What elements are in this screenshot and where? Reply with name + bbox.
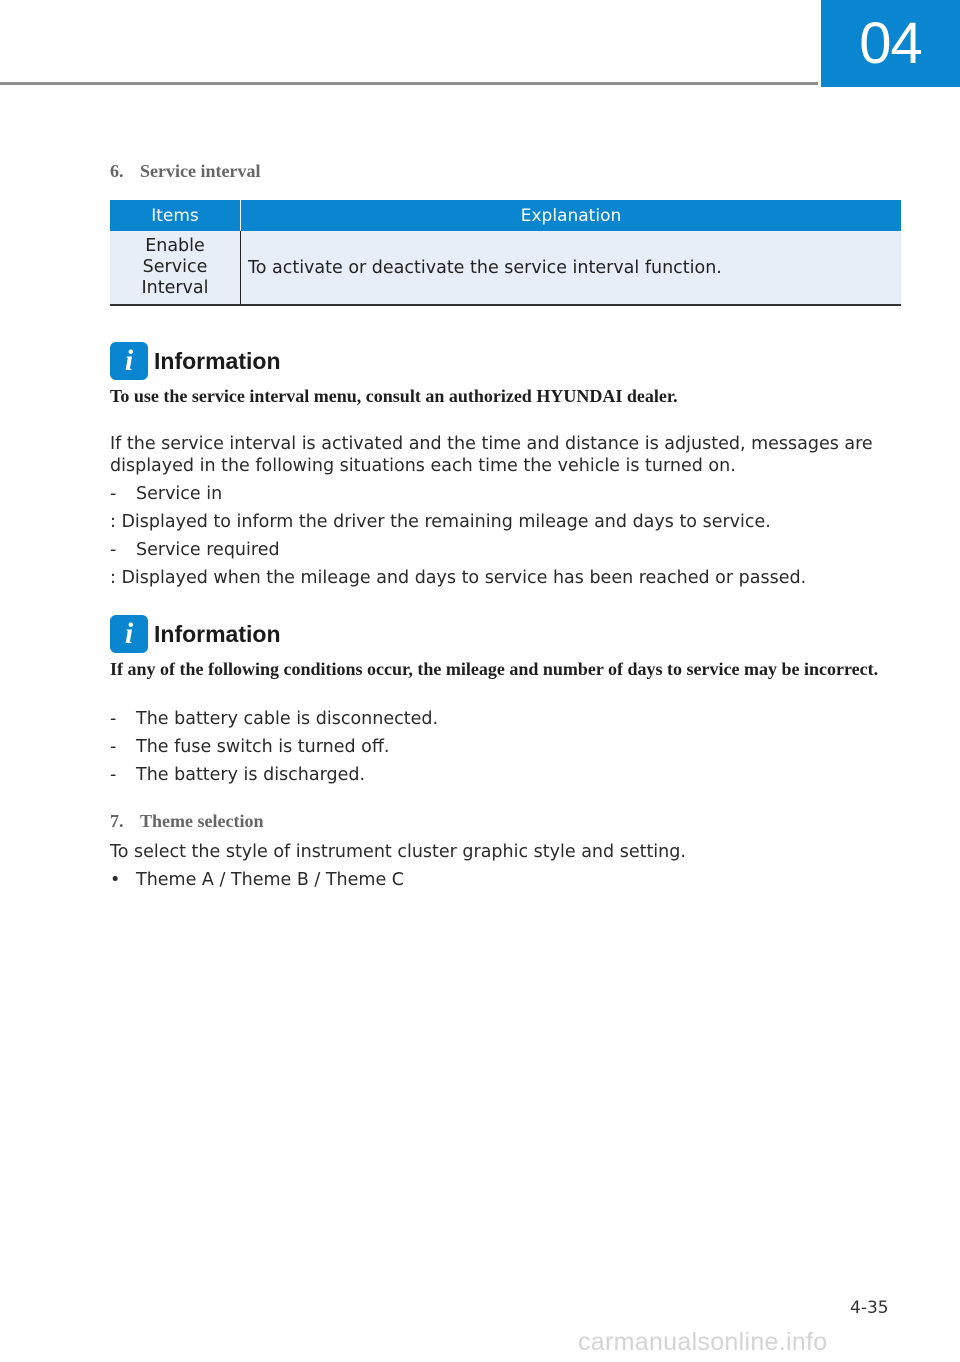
list-item (110, 764, 365, 786)
list-item-text: The battery is discharged. (136, 765, 366, 785)
list-item-text: The fuse switch is turned off. (136, 737, 390, 757)
table-cell-explanation: To activate or deactivate the service interval function. (241, 231, 902, 305)
info-icon: i (110, 342, 148, 380)
info-note: To use the service interval menu, consult an authorized HYUNDAI dealer. (110, 386, 678, 406)
item-line: Interval (141, 278, 209, 298)
dash-mark: - (110, 484, 117, 504)
section-title: Theme selection (140, 811, 264, 831)
watermark: carmanualsonline.info (578, 1328, 828, 1356)
dash-mark: - (110, 540, 117, 560)
info-heading-text: Information (154, 620, 281, 647)
list-item-text: Theme A / Theme B / Theme C (136, 870, 405, 890)
list-item-description: : Displayed to inform the driver the remaining mileage and days to service. (110, 512, 771, 532)
table-cell-item (110, 231, 241, 305)
info-heading-text: Information (154, 347, 281, 374)
list-item (110, 708, 438, 730)
info-heading (110, 342, 281, 380)
dash-mark: - (110, 737, 117, 757)
dash-mark: - (110, 765, 117, 785)
list-item (110, 539, 280, 561)
list-item (110, 736, 389, 758)
section-heading-theme-selection (110, 811, 263, 832)
list-item-label: Service required (136, 540, 280, 560)
header-rule (0, 82, 818, 85)
table-row (110, 231, 901, 305)
section-number: 6. (110, 161, 124, 181)
list-item (110, 869, 404, 891)
table-header-explanation: Explanation (241, 200, 902, 231)
service-interval-table (110, 200, 901, 306)
section-heading-service-interval (110, 161, 260, 182)
section-title: Service interval (140, 161, 261, 181)
info-icon: i (110, 615, 148, 653)
list-item-text: The battery cable is disconnected. (136, 709, 439, 729)
dash-mark: - (110, 709, 117, 729)
info-paragraph: If the service interval is activated and the time and distance is adjusted, messages are displayed in the following situations each time the vehicle is turned on. (110, 434, 873, 476)
table-header-items: Items (110, 200, 241, 231)
chapter-tab: 04 (821, 0, 960, 87)
page-number: 4-35 (850, 1298, 889, 1318)
list-item-description: : Displayed when the mileage and days to service has been reached or passed. (110, 568, 807, 588)
list-item-label: Service in (136, 484, 223, 504)
item-line: Enable (145, 236, 205, 256)
info-heading (110, 615, 281, 653)
list-item (110, 483, 222, 505)
item-line: Service (142, 257, 208, 277)
section-paragraph: To select the style of instrument cluster graphic style and setting. (110, 842, 686, 862)
info-note: If any of the following conditions occur, the mileage and number of days to service may be incorrect. (110, 659, 879, 679)
bullet-mark: • (110, 870, 121, 890)
table-header-row (110, 200, 901, 231)
section-number: 7. (110, 811, 124, 831)
